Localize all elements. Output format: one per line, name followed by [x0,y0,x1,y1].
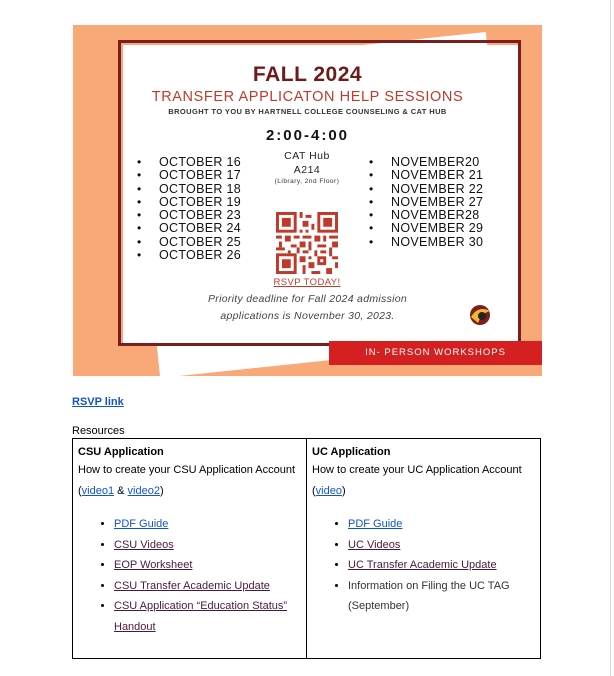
flyer-date: • NOVEMBER 29 [369,222,483,235]
uc-open-paren: ( [312,485,316,497]
flyer-location-name: CAT Hub [284,150,330,162]
uc-intro [312,460,536,502]
flyer-november-dates [369,156,483,249]
uc-close-paren: ) [341,485,346,497]
csu-column [73,439,307,659]
flyer-date: • OCTOBER 25 [137,236,241,249]
csu-academic-update-link[interactable]: CSU Transfer Academic Update [114,579,270,592]
csu-education-status-link[interactable]: CSU Application “Education Status” Handout [114,600,288,633]
list-item [348,555,536,576]
uc-column [307,439,541,659]
flyer-date: • OCTOBER 17 [137,169,241,182]
uc-title: UC Application [312,446,391,458]
resources-table [72,438,541,659]
flyer-date: • NOVEMBER 21 [369,169,483,182]
uc-intro-text: How to create your UC Application Account [312,464,522,476]
flyer-date: • NOVEMBER28 [369,209,483,222]
uc-videos-link[interactable]: UC Videos [348,538,401,551]
list-item [114,514,302,535]
event-flyer-image [73,25,542,376]
flyer-date: • OCTOBER 19 [137,196,241,209]
csu-amp: & [114,485,128,497]
uc-academic-update-link[interactable]: UC Transfer Academic Update [348,559,497,572]
uc-resource-list [312,514,536,617]
csu-videos-link[interactable]: CSU Videos [114,538,174,551]
csu-video2-link[interactable]: video2 [127,485,160,497]
csu-intro-text: How to create your CSU Application Account [78,464,296,476]
flyer-october-dates [137,156,241,262]
flyer-time: 2:00-4:00 [265,127,350,144]
flyer-subtitle: TRANSFER APPLICATON HELP SESSIONS [151,89,464,105]
uc-video-link[interactable]: video [315,485,342,497]
hartnell-logo-icon [466,303,494,327]
flyer-title: FALL 2024 [252,63,363,86]
list-item [348,514,536,535]
flyer-priority-line1: Priority deadline for Fall 2024 admission [207,293,408,305]
uc-tag-info: Information on Filing the UC TAG (September) [348,579,510,613]
csu-close-paren: ) [159,485,164,497]
flyer-date: • OCTOBER 18 [137,183,241,196]
flyer-date: • NOVEMBER 27 [369,196,483,209]
uc-pdf-guide-link[interactable]: PDF Guide [348,518,403,530]
csu-video1-link[interactable]: video1 [81,485,115,497]
list-item [348,535,536,556]
list-item [114,535,302,556]
qr-code-icon [276,212,338,274]
flyer-priority-line2: applications is November 30, 2023. [220,310,395,322]
list-item [114,596,302,637]
flyer-location-detail: (Library, 2nd Floor) [274,178,340,185]
list-item [348,576,536,617]
csu-open-paren: ( [78,485,82,497]
flyer-banner: IN- PERSON WORKSHOPS [329,341,542,365]
flyer-date: • OCTOBER 26 [137,249,241,262]
flyer-date: • NOVEMBER20 [369,156,483,169]
list-item [114,576,302,597]
csu-title: CSU Application [78,446,164,458]
csu-intro [78,460,302,502]
flyer-date: • NOVEMBER 22 [369,183,483,196]
flyer-date: • OCTOBER 16 [137,156,241,169]
flyer-byline: BROUGHT TO YOU BY HARTNELL COLLEGE COUNSELING & CAT HUB [168,107,447,116]
flyer-date: • OCTOBER 24 [137,222,241,235]
flyer-rsvp-today: RSVP TODAY! [273,277,341,288]
resources-label: Resources [72,425,125,437]
eop-worksheet-link[interactable]: EOP Worksheet [114,559,193,572]
list-item [114,555,302,576]
rsvp-link[interactable]: RSVP link [72,396,124,408]
flyer-date: • OCTOBER 23 [137,209,241,222]
page-right-border [610,0,611,676]
flyer-date: • NOVEMBER 30 [369,236,483,249]
csu-pdf-guide-link[interactable]: PDF Guide [114,518,169,530]
flyer-location-room: A214 [293,164,321,176]
csu-resource-list [78,514,302,638]
